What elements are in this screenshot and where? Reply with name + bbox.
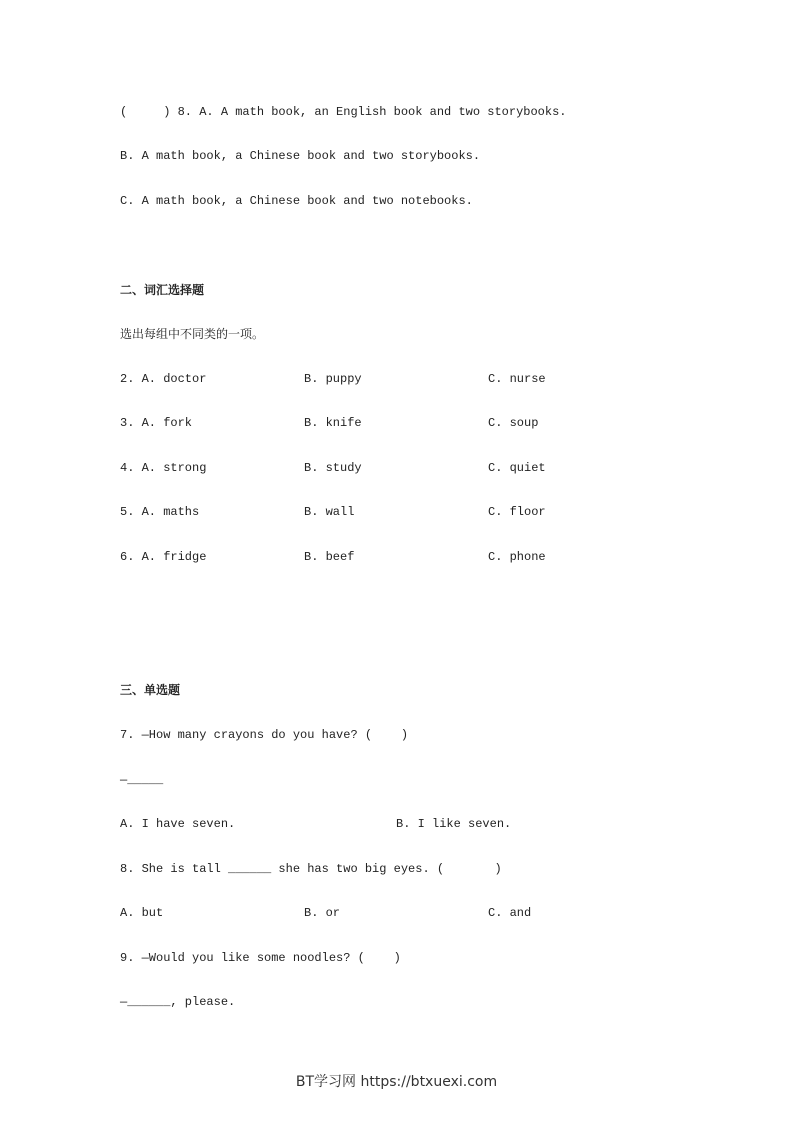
question-8-option-c: C. A math book, a Chinese book and two notebooks. (120, 194, 473, 208)
row-option-a: 3. A. fork (120, 416, 193, 430)
question-7-answer-blank: —_____ (120, 773, 164, 787)
row-option-c: C. floor (488, 505, 546, 519)
question-8-option-b: B. or (304, 906, 341, 920)
footer-watermark: BT学习网 https://btxuexi.com (295, 1074, 498, 1090)
section-3-title: 三、单选题 (120, 683, 181, 697)
row-option-c: C. soup (488, 416, 539, 430)
row-option-b: B. wall (304, 505, 355, 519)
question-8-option-c: C. and (488, 906, 532, 920)
question-9-stem: 9. —Would you like some noodles? ( ) (120, 951, 401, 965)
question-7-option-b: B. I like seven. (396, 817, 512, 831)
row-option-c: C. nurse (488, 372, 546, 386)
row-option-b: B. study (304, 461, 362, 475)
row-option-b: B. knife (304, 416, 362, 430)
row-option-a: 4. A. strong (120, 461, 207, 475)
row-option-a: 2. A. doctor (120, 372, 207, 386)
row-option-c: C. phone (488, 550, 546, 564)
question-7-stem: 7. —How many crayons do you have? ( ) (120, 728, 409, 742)
row-option-c: C. quiet (488, 461, 546, 475)
question-9-answer-blank: —______, please. (120, 995, 236, 1009)
row-option-b: B. beef (304, 550, 355, 564)
question-8-option-a: A. but (120, 906, 164, 920)
question-8-option-b: B. A math book, a Chinese book and two storybooks. (120, 149, 481, 163)
question-8-stem: ( ) 8. A. A math book, an English book and two storybooks. (120, 105, 567, 119)
row-option-a: 6. A. fridge (120, 550, 207, 564)
row-option-b: B. puppy (304, 372, 362, 386)
row-option-a: 5. A. maths (120, 505, 200, 519)
question-7-option-a: A. I have seven. (120, 817, 236, 831)
section-2-title: 二、词汇选择题 (120, 283, 205, 297)
question-8-stem-single: 8. She is tall ______ she has two big eyes. ( ) (120, 862, 502, 876)
section-2-instruction: 选出每组中不同类的一项。 (120, 327, 265, 341)
